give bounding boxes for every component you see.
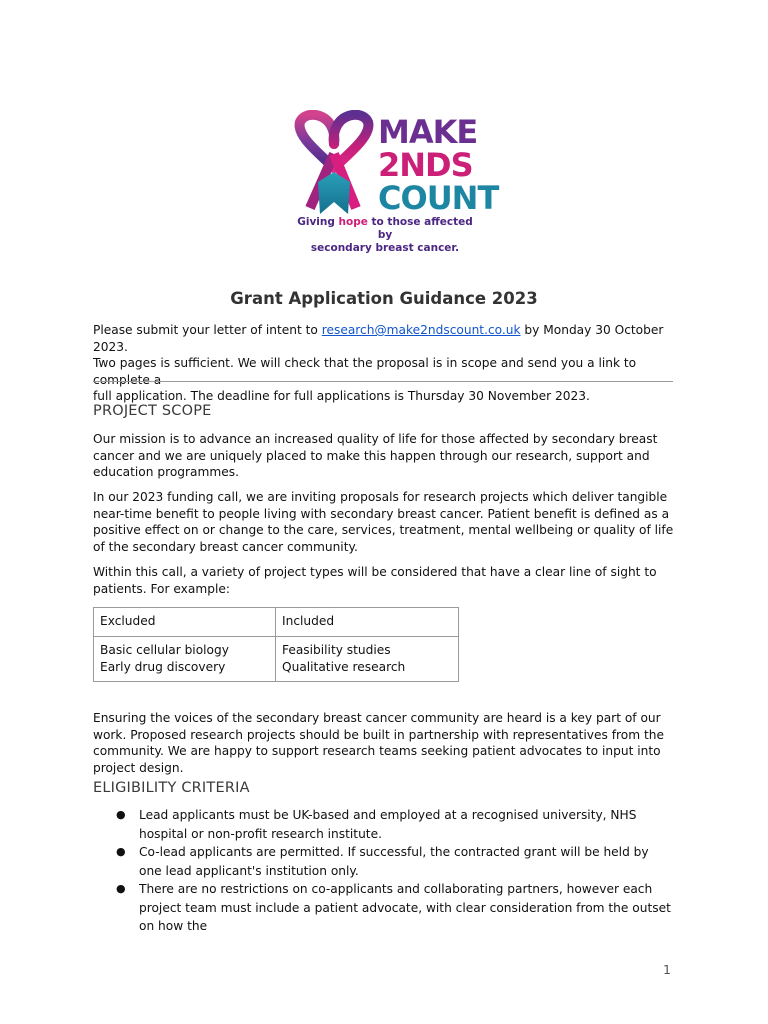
bullet-icon: ● [116, 882, 126, 895]
included-item: Qualitative research [282, 659, 406, 674]
eligibility-list [110, 806, 672, 936]
excluded-item: Basic cellular biology [100, 643, 229, 657]
table-header-row [94, 608, 459, 637]
logo-word-2nds: 2NDS [378, 146, 473, 184]
intro-paragraph [93, 322, 678, 405]
intro-line3: full application. The deadline for full applications is Thursday 30 November 2023. [93, 389, 590, 404]
included-item: Feasibility studies [282, 643, 391, 657]
table-row [94, 637, 459, 682]
logo-word-count: COUNT [378, 179, 499, 217]
list-item-text: Lead applicants must be UK-based and employed at a recognised university, NHS hospital or non-profit research institute. [139, 808, 637, 841]
list-item [110, 843, 672, 880]
included-cell [276, 637, 459, 682]
project-scope-heading: PROJECT SCOPE [93, 403, 212, 419]
list-item-text: Co-lead applicants are permitted. If successful, the contracted grant will be held by one lead applicant's institution only. [139, 845, 649, 878]
bullet-icon: ● [116, 845, 126, 858]
section-divider [93, 381, 673, 382]
project-types-table [93, 607, 459, 682]
scope-paragraph-2: In our 2023 funding call, we are inviting proposals for research projects which deliver tangible near-time benefit to people living with secondary breast cancer. Patient benefit is defined as a positive effect on or change to the care, services, treatment, mental wellbeing or quality of life of the secondary breast cancer community. [93, 490, 674, 554]
email-link[interactable]: research@make2ndscount.co.uk [321, 323, 521, 337]
ribbon-icon [290, 110, 380, 218]
logo-word-make: MAKE [378, 113, 478, 151]
list-item-text: There are no restrictions on co-applicants and collaborating partners, however each project team must include a patient advocate, with clear consideration from the outset on how the [139, 882, 671, 933]
header-included: Included [276, 608, 459, 637]
intro-text: Please submit your letter of intent to [93, 323, 322, 337]
excluded-item: Early drug discovery [100, 659, 226, 674]
excluded-cell [94, 637, 276, 682]
header-excluded: Excluded [94, 608, 276, 637]
tagline-part: Giving [297, 216, 339, 228]
intro-line2: Two pages is sufficient. We will check that the proposal is in scope and send you a link to complete a [93, 356, 637, 387]
bullet-icon: ● [116, 808, 126, 821]
list-item [110, 806, 672, 843]
tagline-line2: secondary breast cancer. [310, 242, 460, 255]
scope-paragraph-1: Our mission is to advance an increased quality of life for those affected by secondary breast cancer and we are uniquely placed to make this happen through our research, support and education programmes. [93, 432, 658, 480]
tagline-part: to those affected by [367, 216, 473, 242]
eligibility-heading: ELIGIBILITY CRITERIA [93, 780, 250, 796]
intro-text: by Monday 30 October 2023. [93, 323, 664, 354]
list-item [110, 880, 672, 936]
tagline-hope: hope [338, 216, 368, 228]
page-number: 1 [663, 962, 671, 977]
scope-paragraph-4: Ensuring the voices of the secondary breast cancer community are heard is a key part of our work. Proposed research projects should be built in partnership with representatives from the community. We are happy to support research teams seeking patient advocates to input into project design. [93, 711, 664, 775]
scope-paragraph-3: Within this call, a variety of project types will be considered that have a clear line of sight to patients. For example: [93, 565, 657, 596]
logo-tagline [290, 216, 480, 255]
page-title: Grant Application Guidance 2023 [230, 289, 538, 308]
make-2nds-count-logo [290, 110, 499, 255]
